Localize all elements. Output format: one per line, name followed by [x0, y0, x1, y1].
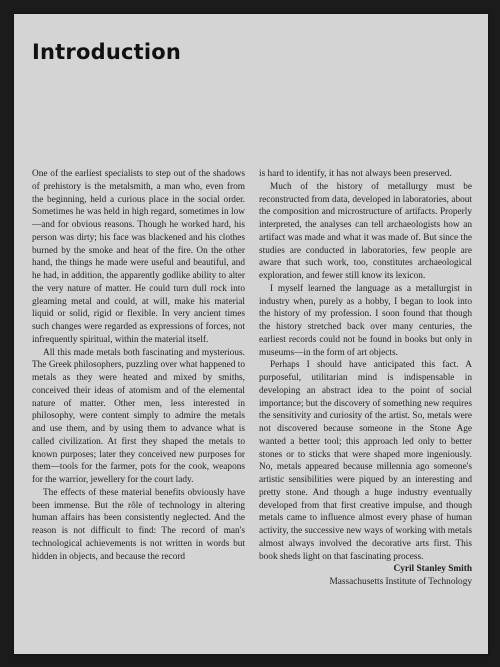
paragraph: One of the earliest specialists to step out of the shadows of prehistory is the metalsmith, a man who, even from the beginning, held a curious place in the social order. Sometimes he was held in high regard, sometimes in low—and for obvious reasons. Though he worked hard, his person was dirty; his face was blackened and his clothes burned by the smoke and heat of the fire. On the other hand, the things he made were useful and beautiful, and he had, in addition, the apparently godlike ability to alter the very nature of matter. He could turn dull rock into gleaming metal and could, at will, make his material liquid or solid, rigid or flexible. In very ancient times such changes were regarded as expressions of forces, not infrequently spiritual, within the material itself.	[32, 169, 245, 345]
right-text-column	[259, 168, 472, 589]
page-title: Introduction	[32, 40, 182, 64]
paragraph: Perhaps I should have anticipated this fact. A purposeful, utilitarian mind is indispensable in developing an abstract idea to the point of social importance; but the discovery of something new requires the sensitivity and curiosity of the artist. So, metals were not discovered because someone in the Stone Age wanted a better tool; this approach led only to better stones or to sticks that were shaped more ingeniously. No, metals appeared because millennia ago someone's artistic sensibilities were piqued by an interesting and pretty stone. And though a huge industry eventually developed from that first creative impulse, and though metals came to influence almost every phase of human activity, the successive new ways of working with metals almost always involved the decorative arts first. This book sheds light on that fascinating process.	[259, 360, 472, 562]
author-name: Cyril Stanley Smith	[393, 564, 472, 575]
paragraph: I myself learned the language as a metallurgist in industry when, purely as a hobby, I began to look into the history of my profession. I soon found that though the history stretched back over many centuries, the earliest records could not be found in books but only in museums—in the form of art objects.	[259, 283, 472, 358]
book-page	[14, 14, 488, 654]
left-text-column	[32, 168, 245, 563]
paragraph: Much of the history of metallurgy must be reconstructed from data, developed in laboratories, about the composition and microstructure of artifacts. Properly interpreted, the analyses can tell archaeologists how an artifact was made and what it was made of. But since the studies are conducted in laboratories, few people are aware that such work, too, constitutes archaeological exploration, and fewer still know its lexicon.	[259, 181, 472, 281]
paragraph: All this made metals both fascinating and mysterious. The Greek philosophers, puzzling over what happened to metals as they were heated and mixed by smiths, conceived their ideas of atomism and of the elemental nature of matter. Other men, less interested in philosophy, were content simply to admire the metals and use them, and by using them to advance what is called civilization. At first they shaped the metals to known purposes; later they conceived new purposes for them—tools for the farmer, pots for the cook, weapons for the warrior, jewellery for the court lady.	[32, 347, 245, 485]
paragraph: The effects of these material benefits obviously have been immense. But the rôle of technology in altering human affairs has been consistently neglected. And the reason is not difficult to find: The record of man's technological achievements is not written in words but hidden in objects, and because the record	[32, 487, 245, 562]
author-affiliation: Massachusetts Institute of Technology	[329, 577, 472, 587]
paragraph: is hard to identify, it has not always been preserved.	[259, 169, 452, 179]
